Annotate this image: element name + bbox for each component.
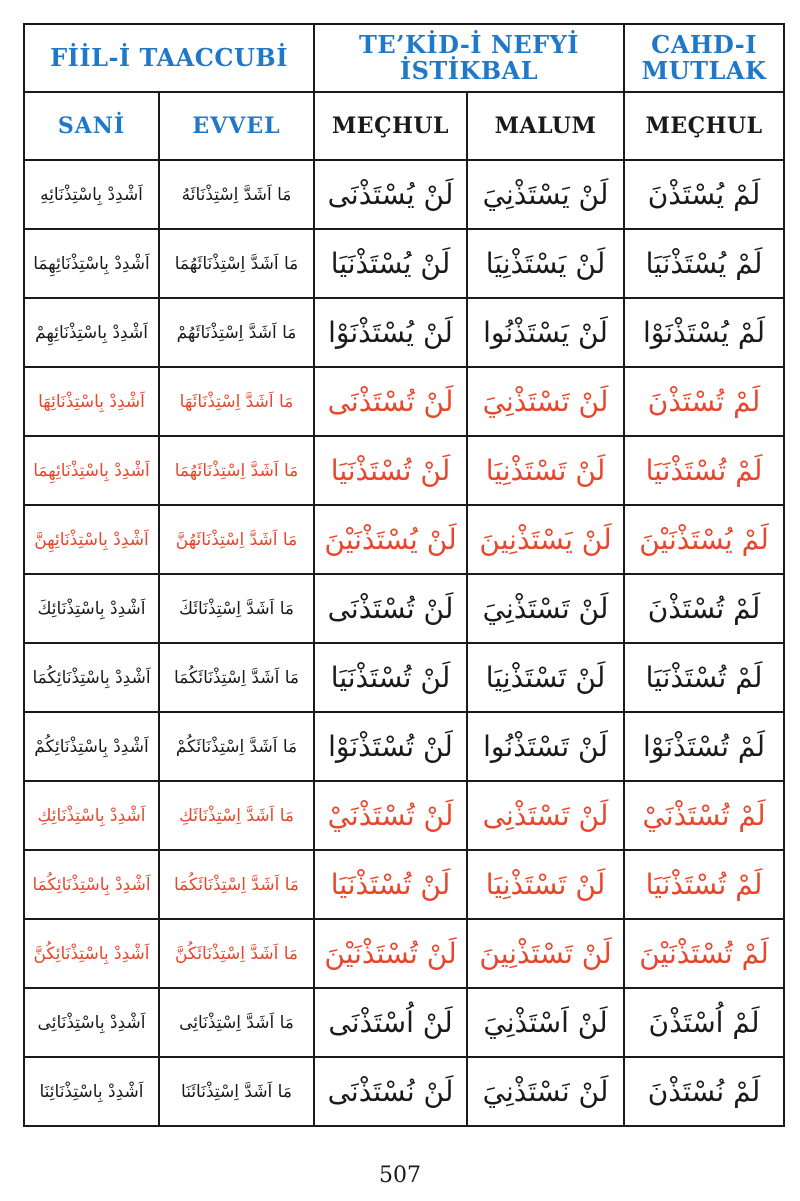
cell-evvel-text: مَا اَشَدَّ اِسْتِذْنَائَهُ (181, 184, 292, 205)
cell-sani (24, 712, 159, 781)
table-row (24, 919, 784, 988)
cell-evvel (159, 574, 314, 643)
cell-cahd-mechul-text: لَمْ يُسْتَذْنَ (647, 178, 761, 211)
column-header-evvel: EVVEL (159, 92, 314, 160)
cell-tekid-mechul-text: لَنْ يُسْتَذْنَيَا (330, 247, 451, 280)
table-row (24, 160, 784, 229)
cell-evvel-text: مَا اَشَدَّ اِسْتِذْنَائَهُمَا (174, 460, 299, 481)
cell-sani-text: اَشْدِدْ بِاسْتِذْنَائِهِنَّ (34, 529, 149, 550)
cell-cahd-mechul (624, 574, 784, 643)
table-row (24, 643, 784, 712)
cell-evvel (159, 1057, 314, 1126)
cell-tekid-malum (467, 712, 624, 781)
cell-evvel (159, 988, 314, 1057)
cell-tekid-mechul-text: لَنْ تُسْتَذْنَيْ (327, 799, 454, 832)
cell-tekid-mechul-text: لَنْ يُسْتَذْنَيْنَ (324, 523, 457, 556)
cell-evvel-text: مَا اَشَدَّ اِسْتِذْنَائَهَا (179, 391, 294, 412)
cell-tekid-mechul-text: لَنْ نُسْتَذْنَى (327, 1075, 454, 1108)
cell-tekid-malum-text: لَنْ تَسْتَذْنِيَا (485, 868, 606, 901)
table-row (24, 988, 784, 1057)
cell-sani (24, 229, 159, 298)
cell-evvel (159, 643, 314, 712)
cell-sani (24, 367, 159, 436)
cell-tekid-malum (467, 1057, 624, 1126)
cell-cahd-mechul-text: لَمْ تُسْتَذْنَ (647, 385, 761, 418)
cell-sani-text: اَشْدِدْ بِاسْتِذْنَائِهِمْ (35, 322, 148, 343)
cell-sani (24, 160, 159, 229)
cell-tekid-mechul-text: لَنْ يُسْتَذْنَوْا (328, 316, 453, 349)
cell-evvel-text: مَا اَشَدَّ اِسْتِذْنَائَهُنَّ (175, 529, 298, 550)
cell-cahd-mechul (624, 643, 784, 712)
cell-cahd-mechul (624, 505, 784, 574)
cell-evvel-text: مَا اَشَدَّ اِسْتِذْنَائَهُمَا (174, 253, 299, 274)
cell-cahd-mechul (624, 298, 784, 367)
cell-tekid-malum (467, 574, 624, 643)
cell-tekid-mechul (314, 160, 467, 229)
cell-tekid-malum-text: لَنْ نَسْتَذْنِيَ (482, 1075, 609, 1108)
cell-tekid-mechul-text: لَنْ تُسْتَذْنَيَا (330, 868, 451, 901)
table-row (24, 229, 784, 298)
cell-cahd-mechul-text: لَمْ تُسْتَذْنَيْنَ (639, 937, 769, 970)
group-header-cahd-i-mutlak: CAHD-I MUTLAK (624, 24, 784, 92)
cell-tekid-malum-text: لَنْ يَسْتَذْنِيَا (485, 247, 606, 280)
table-row (24, 436, 784, 505)
cell-sani-text: اَشْدِدْ بِاسْتِذْنَائِنَا (39, 1081, 144, 1102)
cell-tekid-mechul-text: لَنْ تُسْتَذْنَى (327, 385, 454, 418)
cell-cahd-mechul-text: لَمْ نُسْتَذْنَ (647, 1075, 761, 1108)
cell-tekid-malum (467, 781, 624, 850)
cell-evvel (159, 781, 314, 850)
group-header-fiil-i-taaccubi: FİİL-İ TAACCUBİ (24, 24, 314, 92)
cell-sani (24, 919, 159, 988)
cell-evvel (159, 919, 314, 988)
cell-cahd-mechul (624, 367, 784, 436)
cell-sani-text: اَشْدِدْ بِاسْتِذْنَائِكِ (37, 805, 146, 826)
table-row (24, 781, 784, 850)
cell-evvel-text: مَا اَشَدَّ اِسْتِذْنَائَكِ (179, 805, 294, 826)
table-row (24, 367, 784, 436)
cell-sani (24, 436, 159, 505)
cell-sani-text: اَشْدِدْ بِاسْتِذْنَائِهِمَا (33, 253, 150, 274)
cell-tekid-mechul-text: لَنْ تُسْتَذْنَيَا (330, 661, 451, 694)
cell-sani (24, 850, 159, 919)
cell-tekid-malum-text: لَنْ يَسْتَذْنِينَ (479, 523, 612, 556)
cell-sani-text: اَشْدِدْ بِاسْتِذْنَائِهِمَا (33, 460, 150, 481)
table-row (24, 298, 784, 367)
cell-tekid-malum-text: لَنْ تَسْتَذْنِيَا (485, 661, 606, 694)
column-header-cahd-mechul: MEÇHUL (624, 92, 784, 160)
cell-evvel (159, 367, 314, 436)
cell-evvel-text: مَا اَشَدَّ اِسْتِذْنَائَكُنَّ (175, 943, 298, 964)
cell-tekid-malum-text: لَنْ يَسْتَذْنُوا (483, 316, 608, 349)
cell-sani (24, 574, 159, 643)
cell-sani (24, 1057, 159, 1126)
cell-cahd-mechul (624, 229, 784, 298)
table-row (24, 505, 784, 574)
page-number: 507 (379, 1163, 421, 1188)
cell-tekid-malum-text: لَنْ تَسْتَذْنِى (482, 799, 609, 832)
group-header-tekid-i-nefyi-istikbal: TE’KİD-İ NEFYİ İSTİKBAL (314, 24, 624, 92)
cell-evvel (159, 229, 314, 298)
cell-sani-text: اَشْدِدْ بِاسْتِذْنَائِكُمَا (32, 874, 151, 895)
cell-cahd-mechul-text: لَمْ تُسْتَذْنَيْ (642, 799, 766, 832)
cell-evvel-text: مَا اَشَدَّ اِسْتِذْنَائَكُمْ (175, 736, 298, 757)
cell-tekid-mechul-text: لَنْ تُسْتَذْنَوْا (328, 730, 453, 763)
cell-tekid-mechul-text: لَنْ تُسْتَذْنَى (327, 592, 454, 625)
cell-tekid-malum-text: لَنْ تَسْتَذْنِيَا (485, 454, 606, 487)
cell-tekid-mechul-text: لَنْ اُسْتَذْنَى (328, 1006, 453, 1039)
cell-cahd-mechul-text: لَمْ يُسْتَذْنَيْنَ (639, 523, 769, 556)
cell-sani-text: اَشْدِدْ بِاسْتِذْنَائِكَ (37, 598, 146, 619)
cell-sani (24, 643, 159, 712)
cell-tekid-malum-text: لَنْ تَسْتَذْنِيَ (482, 385, 609, 418)
cell-evvel (159, 850, 314, 919)
cell-cahd-mechul (624, 160, 784, 229)
cell-tekid-malum (467, 919, 624, 988)
cell-evvel (159, 505, 314, 574)
cell-tekid-mechul (314, 1057, 467, 1126)
cell-evvel-text: مَا اَشَدَّ اِسْتِذْنَائَكُمَا (173, 667, 300, 688)
cell-tekid-malum-text: لَنْ يَسْتَذْنِيَ (482, 178, 609, 211)
cell-cahd-mechul-text: لَمْ تُسْتَذْنَيَا (645, 454, 763, 487)
cell-tekid-mechul-text: لَنْ تُسْتَذْنَيْنَ (324, 937, 457, 970)
cell-tekid-mechul (314, 781, 467, 850)
cell-tekid-malum (467, 436, 624, 505)
cell-cahd-mechul-text: لَمْ يُسْتَذْنَوْا (643, 316, 766, 349)
cell-tekid-mechul (314, 574, 467, 643)
column-header-tekid-malum: MALUM (467, 92, 624, 160)
column-header-tekid-mechul: MEÇHUL (314, 92, 467, 160)
cell-tekid-mechul (314, 919, 467, 988)
cell-cahd-mechul-text: لَمْ تُسْتَذْنَوْا (643, 730, 766, 763)
cell-sani (24, 298, 159, 367)
cell-tekid-malum-text: لَنْ تَسْتَذْنُوا (483, 730, 608, 763)
cell-cahd-mechul-text: لَمْ تُسْتَذْنَ (647, 592, 761, 625)
cell-evvel-text: مَا اَشَدَّ اِسْتِذْنَائَكُمَا (173, 874, 300, 895)
cell-sani (24, 781, 159, 850)
cell-tekid-malum-text: لَنْ اَسْتَذْنِيَ (483, 1006, 608, 1039)
cell-cahd-mechul (624, 919, 784, 988)
cell-cahd-mechul (624, 1057, 784, 1126)
cell-tekid-malum-text: لَنْ تَسْتَذْنِيَ (482, 592, 609, 625)
table-row (24, 712, 784, 781)
cell-tekid-malum (467, 505, 624, 574)
cell-evvel-text: مَا اَشَدَّ اِسْتِذْنَائَنَا (181, 1081, 292, 1102)
table-row (24, 574, 784, 643)
cell-evvel-text: مَا اَشَدَّ اِسْتِذْنَائِى (179, 1012, 294, 1033)
cell-tekid-mechul (314, 505, 467, 574)
cell-sani-text: اَشْدِدْ بِاسْتِذْنَائِكُمْ (34, 736, 149, 757)
column-header-row (24, 92, 784, 160)
cell-cahd-mechul (624, 781, 784, 850)
cell-tekid-mechul (314, 850, 467, 919)
cell-tekid-malum (467, 643, 624, 712)
cell-cahd-mechul (624, 988, 784, 1057)
cell-cahd-mechul (624, 436, 784, 505)
cell-tekid-mechul (314, 436, 467, 505)
cell-sani-text: اَشْدِدْ بِاسْتِذْنَائِهِ (40, 184, 143, 205)
cell-tekid-mechul (314, 643, 467, 712)
cell-tekid-malum (467, 988, 624, 1057)
cell-sani-text: اَشْدِدْ بِاسْتِذْنَائِكُنَّ (33, 943, 150, 964)
cell-evvel (159, 436, 314, 505)
group-header-row (24, 24, 784, 92)
column-header-sani: SANİ (24, 92, 159, 160)
cell-tekid-malum (467, 160, 624, 229)
cell-tekid-malum (467, 229, 624, 298)
cell-sani-text: اَشْدِدْ بِاسْتِذْنَائِكُمَا (32, 667, 151, 688)
cell-tekid-malum (467, 298, 624, 367)
cell-tekid-mechul (314, 988, 467, 1057)
cell-cahd-mechul-text: لَمْ تُسْتَذْنَيَا (645, 868, 763, 901)
cell-sani (24, 505, 159, 574)
table-row (24, 850, 784, 919)
cell-tekid-malum-text: لَنْ تَسْتَذْنِينَ (479, 937, 612, 970)
cell-cahd-mechul-text: لَمْ يُسْتَذْنَيَا (645, 247, 763, 280)
cell-tekid-mechul (314, 367, 467, 436)
cell-evvel (159, 160, 314, 229)
cell-tekid-malum (467, 850, 624, 919)
cell-cahd-mechul (624, 850, 784, 919)
cell-tekid-mechul (314, 712, 467, 781)
table-row (24, 1057, 784, 1126)
cell-tekid-mechul (314, 229, 467, 298)
cell-evvel-text: مَا اَشَدَّ اِسْتِذْنَائَكَ (179, 598, 294, 619)
cell-tekid-mechul (314, 298, 467, 367)
cell-tekid-malum (467, 367, 624, 436)
cell-tekid-mechul-text: لَنْ تُسْتَذْنَيَا (330, 454, 451, 487)
cell-cahd-mechul-text: لَمْ تُسْتَذْنَيَا (645, 661, 763, 694)
cell-evvel (159, 712, 314, 781)
cell-sani-text: اَشْدِدْ بِاسْتِذْنَائِى (37, 1012, 146, 1033)
cell-sani (24, 988, 159, 1057)
cell-evvel-text: مَا اَشَدَّ اِسْتِذْنَائَهُمْ (176, 322, 297, 343)
cell-cahd-mechul (624, 712, 784, 781)
conjugation-table (23, 23, 785, 1127)
cell-tekid-mechul-text: لَنْ يُسْتَذْنَى (327, 178, 454, 211)
cell-cahd-mechul-text: لَمْ اُسْتَذْنَ (648, 1006, 760, 1039)
cell-sani-text: اَشْدِدْ بِاسْتِذْنَائِهَا (38, 391, 145, 412)
cell-evvel (159, 298, 314, 367)
